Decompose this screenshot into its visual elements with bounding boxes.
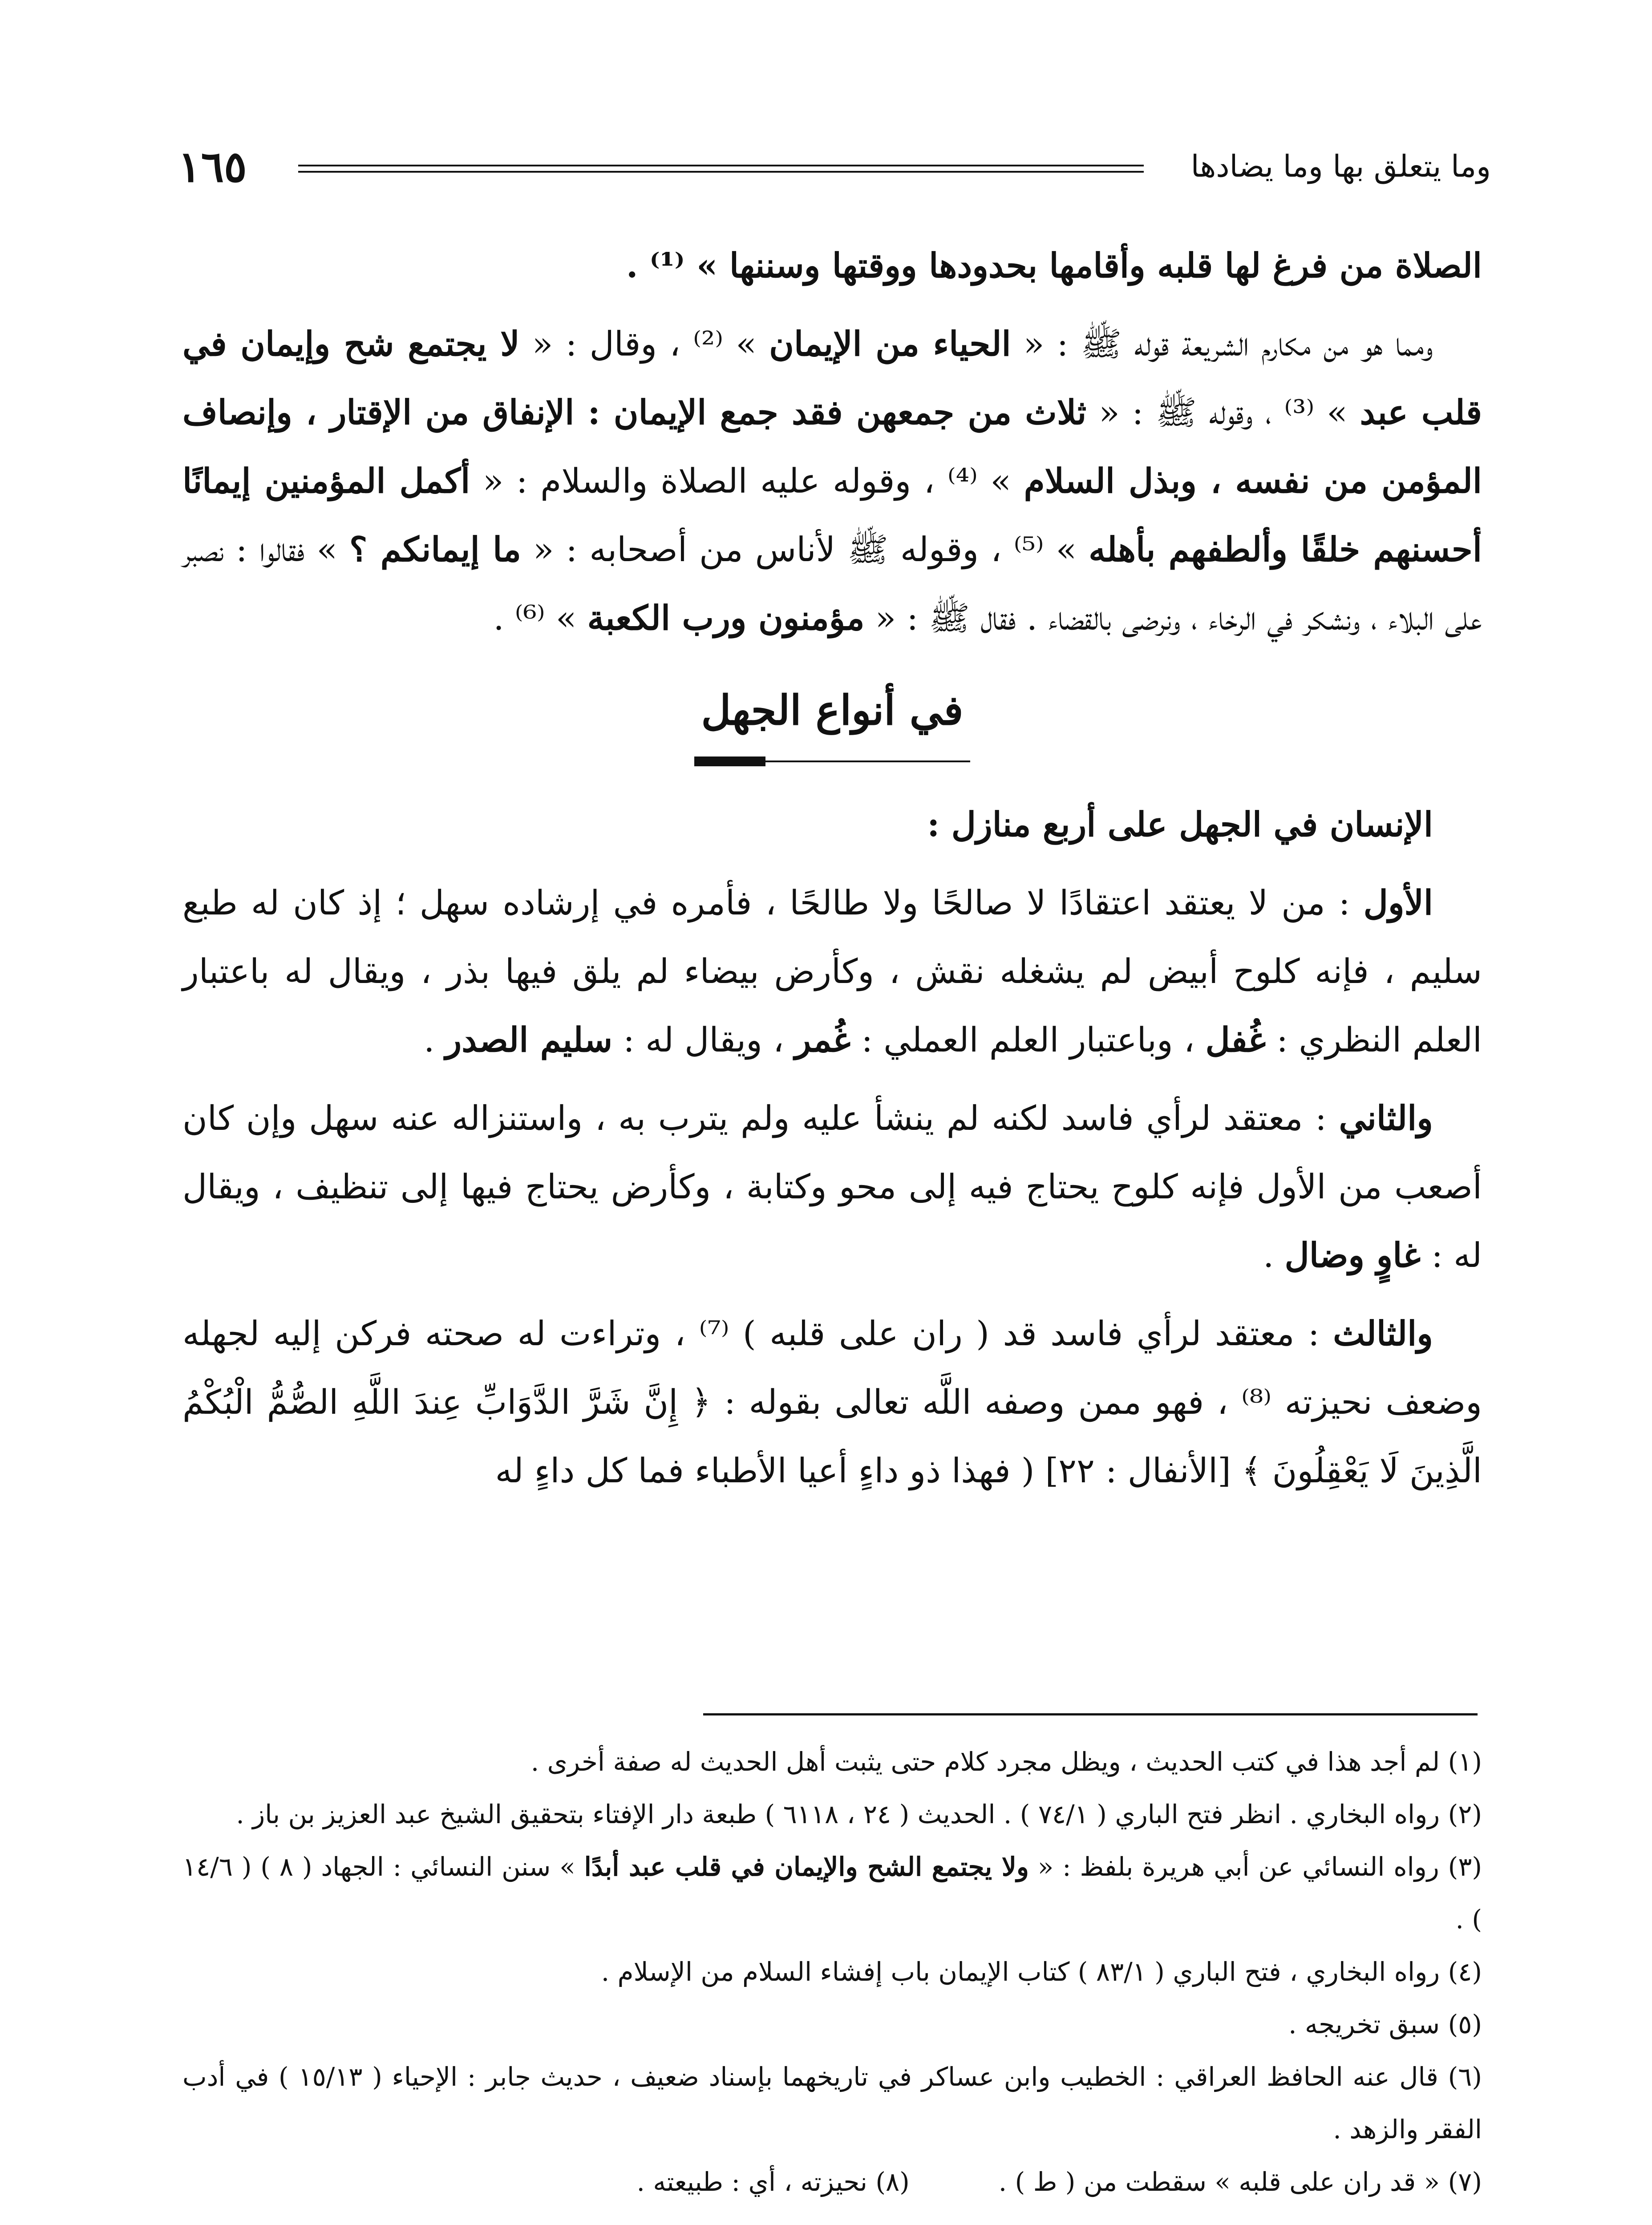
footnote: (١) لم أجد هذا في كتب الحديث ، ويظل مجرد كلام حتى يثبت أهل الحديث له صفة أخرى . (530, 1747, 1482, 1777)
text-run: » ⁽⁵⁾ ، وقوله ﷺ لأناس من أصحابه : « (521, 530, 1089, 569)
text-run: » ⁽⁶⁾ . (493, 598, 587, 638)
page-header (178, 142, 1491, 191)
page-number: ١٦٥ (178, 142, 247, 192)
text-run: ، وباعتبار العلم العملي : (850, 1020, 1206, 1060)
hadith-quote: لا يجتمع شح وإيمان في قلب عبد (182, 324, 1482, 432)
hadith-quote: ثلاث من جمعهن فقد جمع الإيمان : الإنفاق من الإقتار ، وإنصاف المؤمن من نفسه ، وبذل السلام (182, 392, 1482, 501)
section-heading: في أنواع الجهل (701, 686, 964, 734)
footnote: (٤) رواه البخاري ، فتح الباري ( ٨٣/١ ) كتاب الإيمان باب إفشاء السلام من الإسلام . (601, 1957, 1482, 1987)
footnote: (٨) نحيزته ، أي : طبيعته . (636, 2167, 910, 2197)
hadith-quote: الحياء من الإيمان (769, 324, 1011, 364)
paragraph (182, 869, 1482, 1074)
text-run: » ⁽³⁾ ، وقوله ﷺ : « (1086, 392, 1360, 432)
paragraph-text: الصلاة من فرغ لها قلبه وأقامها بحدودها ووقتها وسننها » ⁽¹⁾ . (626, 246, 1482, 285)
main-text (182, 231, 1482, 1515)
term: غاوٍ وضال (1284, 1235, 1421, 1275)
text-run: : من لا يعتقد اعتقادًا لا صالحًا ولا طالحًا ، فأمره في إرشاده سهل ؛ إذ كان له طبع سليم ، فإنه كلوح أبيض لم يشغله نقش ، وكأرض بيضاء لم يلق فيها بذر ، ويقال له باعتبار العلم النظري : (182, 883, 1482, 1060)
paragraph-text: الإنسان في الجهل على أربع منازل : (927, 805, 1433, 844)
paragraph (182, 1299, 1482, 1505)
term: غُمر (794, 1020, 851, 1060)
text-run: » فقالوا : نصبر على البلاء ، ونشكر في الرخاء ، ونرضى بالقضاء . فقال ﷺ : « (182, 530, 1482, 638)
text-run: . (424, 1020, 445, 1060)
paragraph (182, 1084, 1482, 1290)
text-run: » ⁽⁴⁾ ، وقوله عليه الصلاة والسلام : « (470, 461, 1024, 501)
term: غُفل (1205, 1020, 1266, 1060)
term: والثاني (1339, 1098, 1433, 1138)
hadith-quote: أكمل المؤمنين إيمانًا أحسنهم خلقًا وألطفهم بأهله (182, 461, 1482, 569)
heading-ornament (694, 750, 970, 773)
footnote: (٧) « قد ران على قلبه » سقطت من ( ط ) . (998, 2167, 1482, 2197)
text-run: (٣) رواه النسائي عن أبي هريرة بلفظ : « (1028, 1852, 1482, 1882)
text-run: » ⁽²⁾ ، وقال : « (519, 324, 769, 364)
term: سليم الصدر (445, 1020, 613, 1060)
footnote: (٦) قال عنه الحافظ العراقي : الخطيب وابن عساكر في تاريخهما بإسناد ضعيف ، حديث جابر : الإحياء ( ١٥/١٣ ) في أدب الفقر والزهد . (182, 2062, 1482, 2144)
footnote-pair (182, 2156, 1482, 2208)
footnotes (182, 1736, 1482, 2208)
paragraph (182, 790, 1482, 859)
hadith-quote: ما إيمانكم ؟ (349, 530, 521, 569)
term: والثالث (1333, 1314, 1433, 1353)
text-run: » سنن النسائي : الجهاد ( ٨ ) ( ١٤/٦ ) . (182, 1852, 1482, 1934)
text-run: : معتقد لرأي فاسد قد ( ران على قلبه ) ⁽⁷⁾ ، وتراءت له صحته فركن إليه لجهله وضعف نحيزته ⁽⁸⁾ ، فهو ممن وصفه اللَّه تعالى بقوله : ﴿ إِنَّ شَرَّ الدَّوَابِّ عِندَ اللَّهِ الصُّمُّ الْبُكْمُ الَّذِينَ لَا يَعْقِلُونَ ﴾ [الأنفال : ٢٢] ( فهذا ذو داءٍ أعيا الأطباء فما كل داءٍ له (182, 1314, 1482, 1490)
hadith-quote: ولا يجتمع الشح والإيمان في قلب عبد أبدًا (584, 1852, 1029, 1882)
header-double-rule (298, 165, 1144, 173)
running-title: وما يتعلق بها وما يضادها (1190, 149, 1491, 184)
footnote (182, 1841, 1482, 1946)
term: الأول (1363, 883, 1433, 922)
text-run: ، ويقال له : (612, 1020, 795, 1060)
text-run: . (1263, 1235, 1285, 1275)
ornament-bar (694, 756, 765, 766)
text-run: ومما هو من مكارم الشريعة قوله ﷺ : « (1011, 324, 1433, 364)
paragraph (182, 310, 1482, 652)
text-run: : معتقد لرأي فاسد لكنه لم ينشأ عليه ولم يترب به ، واستنزاله عنه سهل وإن كان أصعب من الأول فإنه كلوح يحتاج فيه إلى محو وكتابة ، وكأرض يحتاج فيها إلى تنظيف ، ويقال له : (182, 1098, 1482, 1275)
paragraph (182, 231, 1482, 300)
footnote: (٢) رواه البخاري . انظر فتح الباري ( ٧٤/١ ) . الحديث ( ٢٤ ، ٦١١٨ ) طبعة دار الإفتاء بتحقيق الشيخ عبد العزيز بن باز . (236, 1799, 1482, 1829)
hadith-quote: مؤمنون ورب الكعبة (587, 598, 865, 638)
footnote-separator (703, 1713, 1478, 1715)
footnote: (٥) سبق تخريجه . (1288, 2009, 1482, 2039)
